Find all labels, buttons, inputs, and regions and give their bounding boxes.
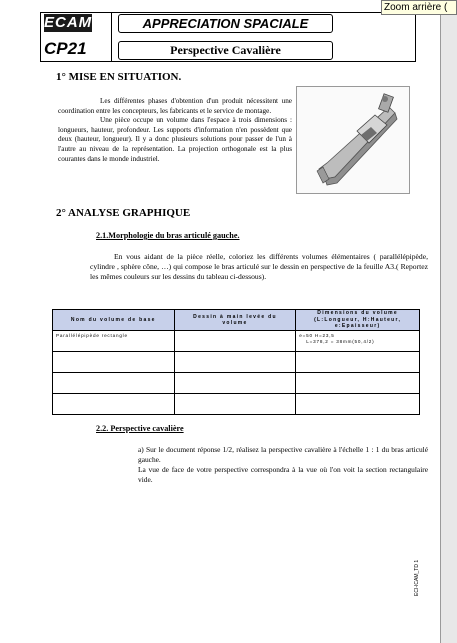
table-cell[interactable] [296, 394, 420, 415]
subsection-2-1-paragraph: En vous aidant de la pièce réelle, coloriez les différents volumes élémentaires ( parallélépipède, cylindre , sphère cône, …) qui compose le bras articulé sur le dessin en perspective de la feuille A3.( Reportez les mêmes couleurs sur les dessins du tableau ci-dessous). [90, 252, 428, 281]
table-cell[interactable] [296, 331, 420, 352]
course-code: CP21 [44, 39, 87, 58]
section1-heading: 1° MISE EN SITUATION. [56, 71, 182, 83]
ecam-logo: ECAM [44, 14, 93, 31]
subsection-2-1-heading: 2.1.Morphologie du bras articulé gauche. [96, 231, 240, 240]
document-subtitle: Perspective Cavalière [118, 41, 333, 60]
viewer-gutter [441, 0, 457, 643]
section2-heading: 2° ANALYSE GRAPHIQUE [56, 207, 191, 219]
table-cell[interactable] [53, 373, 175, 394]
subsection-2-2-step-b: La vue de face de votre perspective correspondra à la vue où l'on voit la section rectangulaire vide. [138, 465, 428, 484]
table-cell[interactable] [174, 331, 296, 352]
table-header-row [53, 310, 420, 331]
table-row [53, 331, 420, 352]
table-cell[interactable] [174, 373, 296, 394]
section1-para1: Les différentes phases d'obtention d'un produit nécessitent une coordination entre les concepteurs, les fabricants et le service de montage. [58, 97, 292, 115]
subsection-2-2-text [138, 445, 428, 485]
table-cell[interactable] [296, 352, 420, 373]
table-cell[interactable] [174, 394, 296, 415]
table-cell[interactable] [174, 352, 296, 373]
table-header-dimensions: Dimensions du volume (L:Longueur, H:Hauteur, e:Epaisseur) [296, 310, 420, 331]
table-cell[interactable] [53, 331, 175, 352]
part-photo [296, 86, 410, 194]
zoom-out-tooltip: Zoom arrière ( [381, 0, 457, 15]
document-reference: ECI-ICAM_TD 1 [414, 559, 420, 596]
section1-para2: Une pièce occupe un volume dans l'espace à trois dimensions : longueurs, hauteur, profondeur. Les supports d'information n'en possèdent que deux (hauteur, longueur). Il y a donc plusieurs solutions pour passer de l'un à l'autre au niveau de la représentation. La projection orthogonale est la plus courantes dans le monde industriel. [58, 116, 292, 163]
table-row [53, 394, 420, 415]
volumes-table [52, 309, 420, 415]
table-header-name: Nom du volume de base [53, 310, 175, 331]
document-title: APPRECIATION SPACIALE [118, 14, 333, 33]
articulated-arm-image [297, 87, 409, 193]
section1-text [58, 97, 292, 164]
subsection-2-2-step-a: a) Sur le document réponse 1/2, réalisez la perspective cavalière à l'échelle 1 : 1 du bras articulé gauche. [138, 445, 428, 464]
volume-name: Parallélépipède rectangle [56, 333, 128, 338]
dimensions-line1: e=50 H=23,5 [299, 333, 335, 338]
table-cell[interactable] [53, 394, 175, 415]
table-header-sketch: Dessin à main levée du volume [174, 310, 296, 331]
dimensions-line2: L=378,2 = 38mm(50,4/2) [306, 339, 375, 344]
table-cell[interactable] [296, 373, 420, 394]
table-row [53, 352, 420, 373]
table-cell[interactable] [53, 352, 175, 373]
subsection-2-1-text [90, 252, 428, 282]
table-row [53, 373, 420, 394]
subsection-2-2-heading: 2.2. Perspective cavalière [96, 424, 184, 433]
